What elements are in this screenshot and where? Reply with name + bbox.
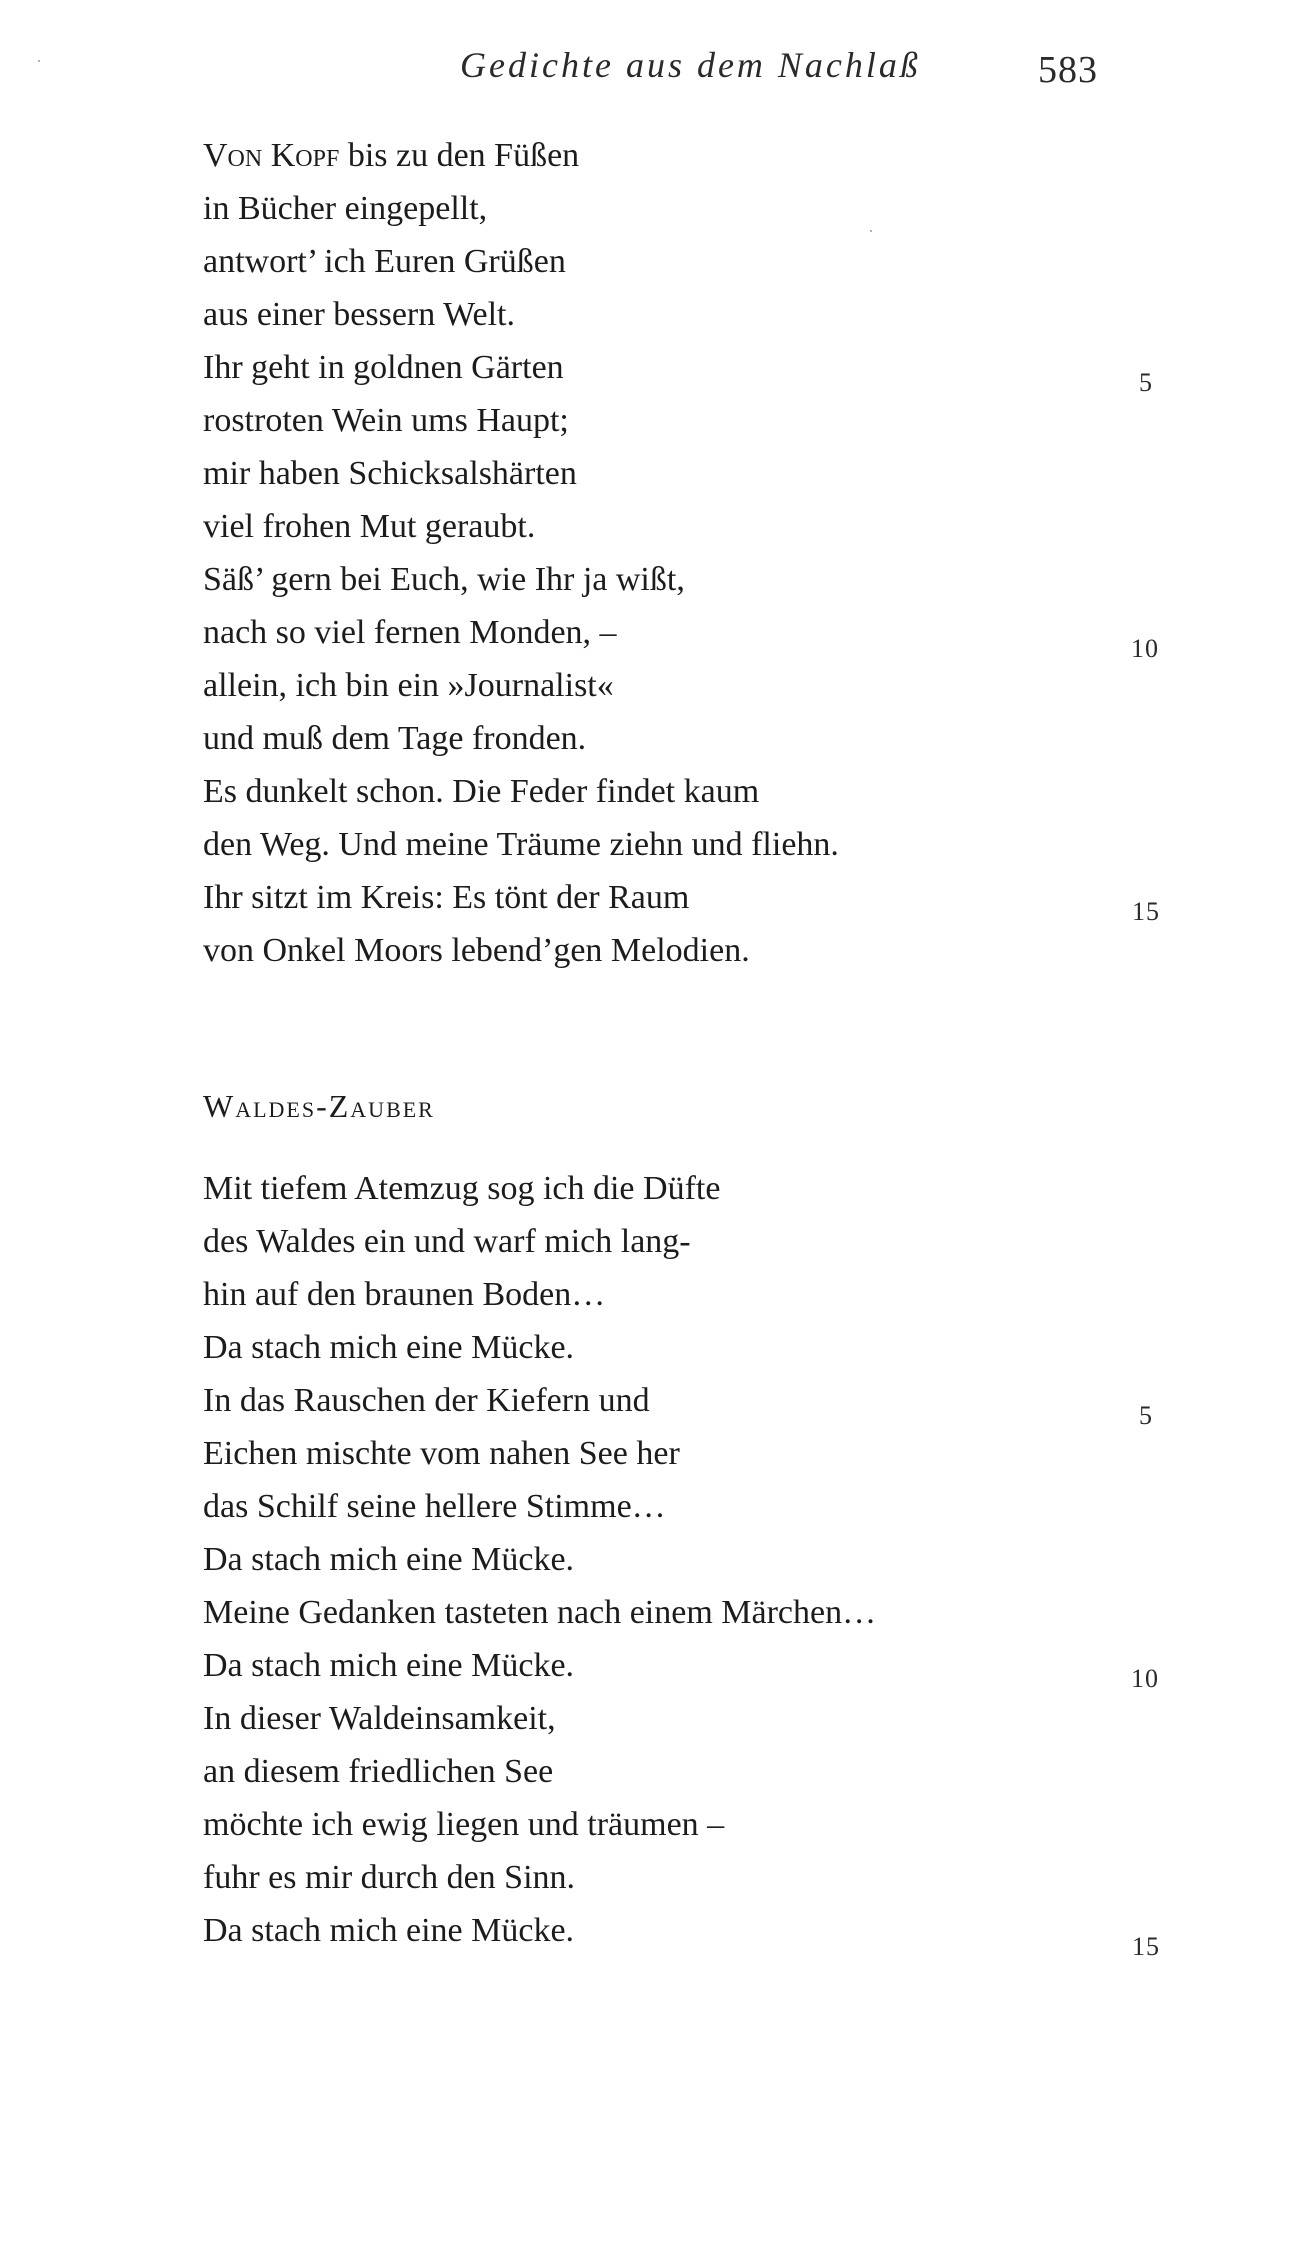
poem-line: Da stach mich eine Mücke. [203,1541,575,1578]
poem-line: viel frohen Mut geraubt. [203,508,536,545]
poem-line: Da stach mich eine Mücke. [203,1912,575,1949]
poem-title: Waldes-Zauber [203,1088,435,1124]
poem-line: allein, ich bin ein »Journalist« [203,667,614,704]
poem-line: In das Rauschen der Kiefern und [203,1382,650,1419]
poem-line: Säß’ gern bei Euch, wie Ihr ja wißt, [203,561,685,598]
poem-line: Da stach mich eine Mücke. [203,1329,575,1366]
line-number: 15 [1132,897,1160,926]
poem-line: Ihr sitzt im Kreis: Es tönt der Raum [203,879,690,916]
poem-line: mir haben Schicksalshärten [203,455,577,492]
poem-line: rostroten Wein ums Haupt; [203,402,569,439]
poem-line: an diesem friedlichen See [203,1753,554,1790]
poem-line: Mit tiefem Atemzug sog ich die Düfte [203,1170,721,1207]
poem-line: hin auf den braunen Boden… [203,1276,606,1313]
poem-line: fuhr es mir durch den Sinn. [203,1859,576,1896]
opening-line-rest: bis zu den Füßen [339,137,580,174]
poem-line: Es dunkelt schon. Die Feder findet kaum [203,773,760,810]
line-number: 15 [1132,1932,1160,1961]
poem-line: Eichen mischte vom nahen See her [203,1435,680,1472]
opening-small-caps: Von Kopf [203,137,340,174]
poem-line: Da stach mich eine Mücke. [203,1647,575,1684]
poem-line: und muß dem Tage fronden. [203,720,587,757]
line-number: 10 [1131,1664,1159,1693]
poem-line: nach so viel fernen Monden, – [203,614,617,651]
poem-line: das Schilf seine hellere Stimme… [203,1488,666,1525]
poem-line: möchte ich ewig liegen und träumen – [203,1806,725,1843]
line-number: 10 [1131,634,1159,663]
poem-line: In dieser Waldeinsamkeit, [203,1700,556,1737]
poem-line: den Weg. Und meine Träume ziehn und fliehn. [203,826,839,863]
header-title: Gedichte aus dem Nachlaß [460,45,921,85]
poem-line: des Waldes ein und warf mich lang- [203,1223,691,1260]
line-number: 5 [1139,368,1153,397]
line-number: 5 [1139,1401,1153,1430]
poem-line: Ihr geht in goldnen Gärten [203,349,564,386]
poem-line: antwort’ ich Euren Grüßen [203,243,566,280]
poem-line: aus einer bessern Welt. [203,296,515,333]
paper-speck [870,230,872,232]
paper-speck [38,60,40,62]
poem-line: in Bücher eingepellt, [203,190,488,227]
poem-line [203,136,579,176]
poem-line: von Onkel Moors lebend’gen Melodien. [203,932,750,969]
page-number: 583 [1038,49,1098,91]
poem-line: Meine Gedanken tasteten nach einem Märchen… [203,1594,877,1631]
